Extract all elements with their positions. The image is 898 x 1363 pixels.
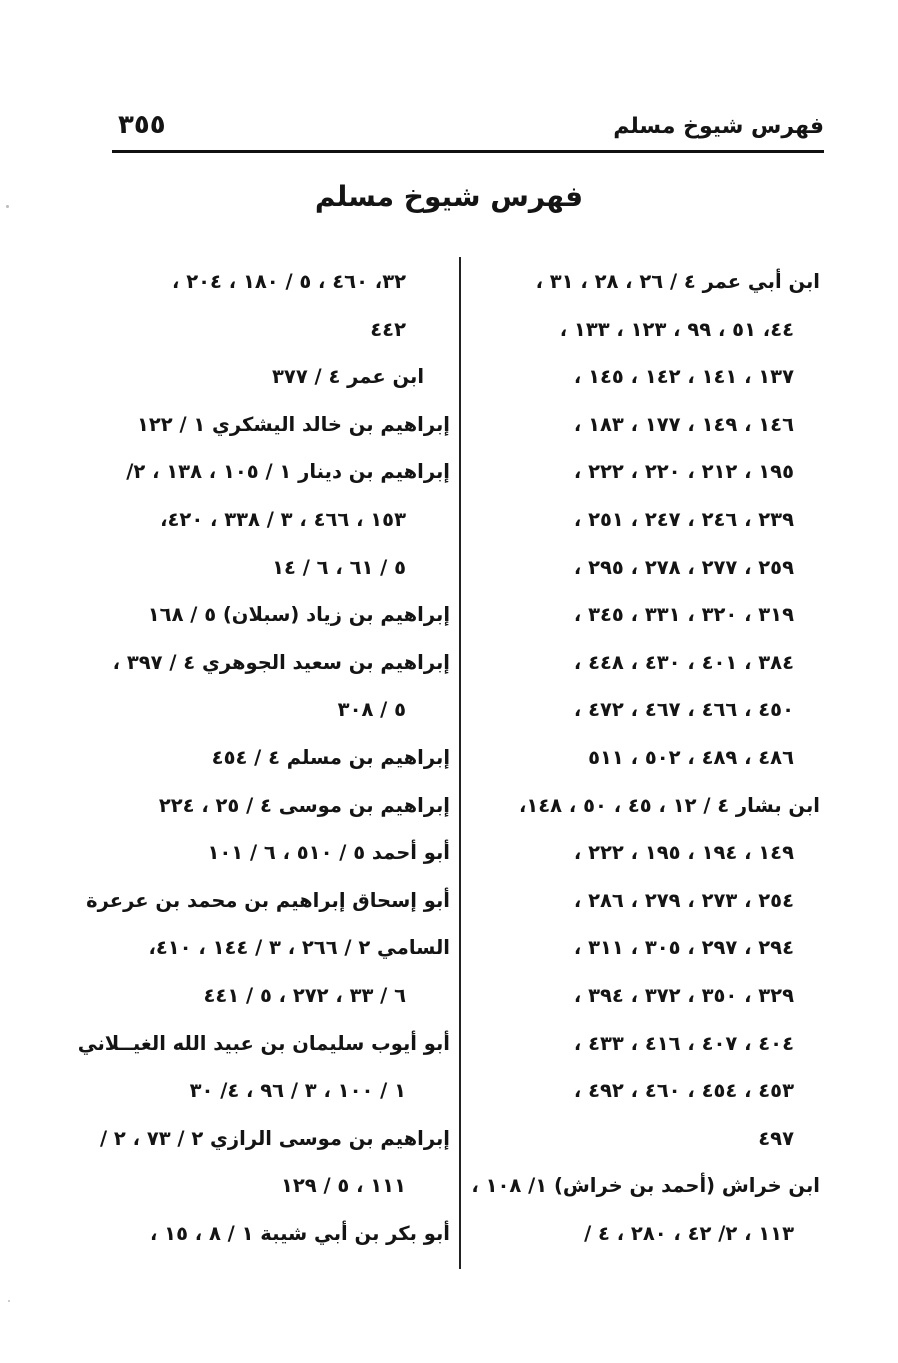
- index-line: إبراهيم بن سعيد الجوهري ٤ / ٣٩٧ ،: [112, 650, 450, 674]
- scan-speck: [8, 1300, 10, 1302]
- index-line: إبراهيم بن زياد (سبلان) ٥ / ١٦٨: [147, 603, 450, 627]
- index-line: أبو أيوب سليمان بن عبيد الله الغيــلاني: [77, 1031, 450, 1055]
- index-line: ٤٥٠ ، ٤٦٦ ، ٤٦٧ ، ٤٧٢ ،: [573, 698, 794, 722]
- index-line: إبراهيم بن موسى ٤ / ٢٥ ، ٢٢٤: [158, 793, 450, 817]
- index-line: ٢٥٤ ، ٢٧٣ ، ٢٧٩ ، ٢٨٦ ،: [573, 888, 794, 912]
- index-line: ٤٤، ٥١ ، ٩٩ ، ١٢٣ ، ١٣٣ ،: [559, 317, 794, 341]
- index-line: ١١١ ، ٥ / ١٢٩: [280, 1174, 406, 1198]
- index-line: ١٣٧ ، ١٤١ ، ١٤٢ ، ١٤٥ ،: [573, 365, 794, 389]
- index-line: إبراهيم بن دينار ١ / ١٠٥ ، ١٣٨ ، ٢/: [126, 460, 450, 484]
- running-title: فهرس شيوخ مسلم: [613, 114, 824, 139]
- index-line: إبراهيم بن موسى الرازي ٢ / ٧٣ ، ٢ /: [100, 1126, 450, 1150]
- index-line: إبراهيم بن خالد اليشكري ١ / ١٢٢: [136, 412, 450, 436]
- index-line: ٢٩٤ ، ٢٩٧ ، ٣٠٥ ، ٣١١ ،: [573, 936, 794, 960]
- index-line: ١٥٣ ، ٤٦٦ ، ٣ / ٣٣٨ ، ٤٢٠،: [160, 507, 406, 531]
- index-line: ٤٩٧: [758, 1126, 794, 1150]
- index-line: ٣٢، ٤٦٠ ، ٥ / ١٨٠ ، ٢٠٤ ،: [172, 270, 406, 293]
- index-line: ٤٤٢: [370, 317, 406, 341]
- index-line: ٥ / ٣٠٨: [337, 698, 406, 722]
- index-line: ١٤٩ ، ١٩٤ ، ١٩٥ ، ٢٢٢ ،: [573, 841, 794, 865]
- header-rule: [112, 150, 824, 153]
- index-line: ٣١٩ ، ٣٢٠ ، ٣٣١ ، ٣٤٥ ،: [573, 603, 794, 627]
- index-line: ٣٢٩ ، ٣٥٠ ، ٣٧٢ ، ٣٩٤ ،: [573, 983, 794, 1007]
- column-divider: [459, 257, 461, 1269]
- index-column-left: [77, 258, 450, 1257]
- index-column-right: [470, 258, 820, 1257]
- page-number: ٣٥٥: [118, 110, 166, 140]
- index-line: ١٩٥ ، ٢١٢ ، ٢٢٠ ، ٢٢٢ ،: [573, 460, 794, 484]
- index-line: أبو بكر بن أبي شيبة ١ / ٨ ، ١٥ ،: [149, 1221, 450, 1245]
- page-title: فهرس شيوخ مسلم: [314, 180, 584, 213]
- scan-speck: [6, 205, 9, 208]
- index-line: ٢٥٩ ، ٢٧٧ ، ٢٧٨ ، ٢٩٥ ،: [573, 555, 794, 579]
- index-line: ٤٥٣ ، ٤٥٤ ، ٤٦٠ ، ٤٩٢ ،: [573, 1079, 794, 1103]
- index-line: ٤٨٦ ، ٤٨٩ ، ٥٠٢ ، ٥١١: [588, 745, 794, 769]
- index-line: أبو أحمد ٥ / ٥١٠ ، ٦ / ١٠١: [207, 841, 450, 865]
- index-line: السامي ٢ / ٢٦٦ ، ٣ / ١٤٤ ، ٤١٠،: [148, 936, 450, 960]
- index-line: إبراهيم بن مسلم ٤ / ٤٥٤: [211, 745, 450, 769]
- index-line: ابن بشار ٤ / ١٢ ، ٤٥ ، ٥٠ ، ١٤٨،: [518, 793, 820, 817]
- index-line: ١ / ١٠٠ ، ٣ / ٩٦ ، ٤/ ٣٠: [189, 1079, 406, 1103]
- index-line: ٥ / ٦١ ، ٦ / ١٤: [272, 555, 406, 579]
- page-header: [112, 108, 824, 152]
- index-line: ٤٠٤ ، ٤٠٧ ، ٤١٦ ، ٤٣٣ ،: [573, 1031, 794, 1055]
- index-line: ابن أبي عمر ٤ / ٢٦ ، ٢٨ ، ٣١ ،: [535, 270, 820, 293]
- index-line: ابن خراش (أحمد بن خراش) ١/ ١٠٨ ،: [471, 1174, 820, 1198]
- index-line: ابن عمر ٤ / ٣٧٧: [272, 365, 424, 389]
- index-line: ٦ / ٣٣ ، ٢٧٢ ، ٥ / ٤٤١: [203, 983, 406, 1007]
- index-line: ٢٣٩ ، ٢٤٦ ، ٢٤٧ ، ٢٥١ ،: [573, 507, 794, 531]
- index-line: ١١٣ ، ٢/ ٤٢ ، ٢٨٠ ، ٤ /: [584, 1221, 794, 1245]
- index-line: أبو إسحاق إبراهيم بن محمد بن عرعرة: [86, 888, 450, 912]
- index-line: ٣٨٤ ، ٤٠١ ، ٤٣٠ ، ٤٤٨ ،: [573, 650, 794, 674]
- index-line: ١٤٦ ، ١٤٩ ، ١٧٧ ، ١٨٣ ،: [573, 412, 794, 436]
